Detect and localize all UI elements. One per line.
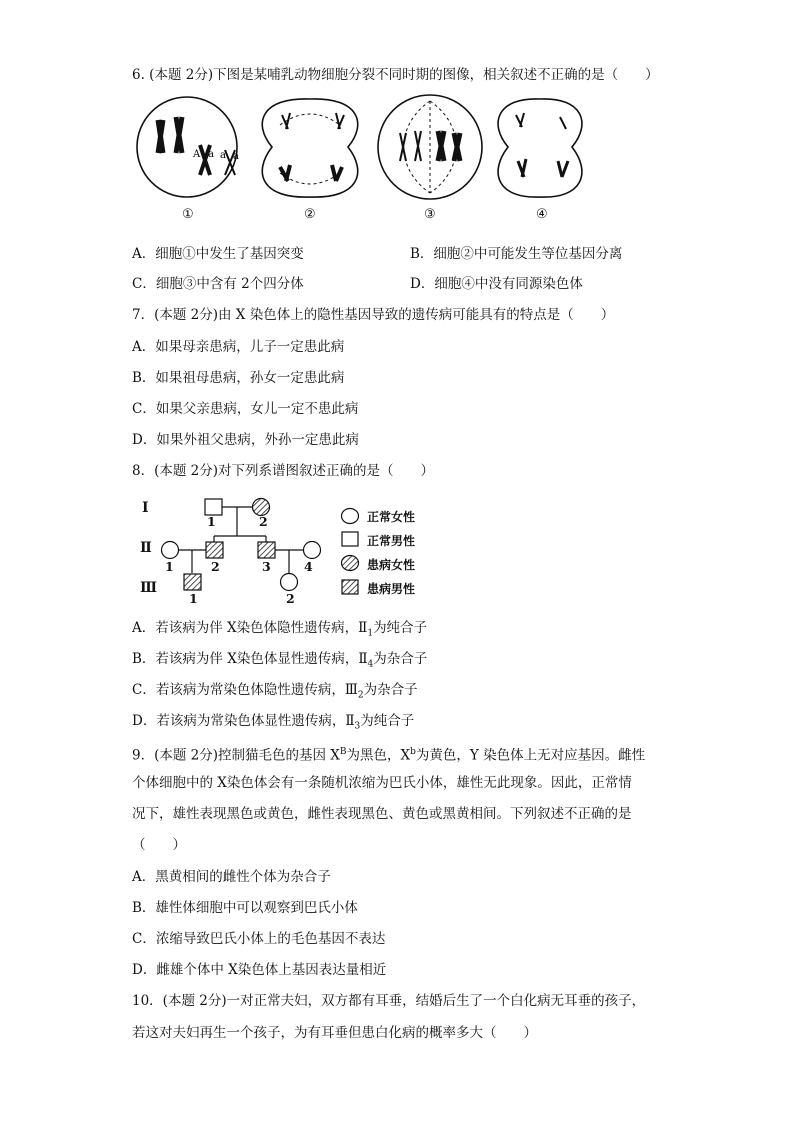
num-I1: 1 xyxy=(207,514,216,529)
q6-option-d: D．细胞④中没有同源染色体 xyxy=(410,276,583,292)
pedigree-legend xyxy=(340,505,364,600)
legend-normal-male-symbol xyxy=(342,532,358,546)
cell-diagram xyxy=(130,95,590,205)
q9-stem-line-4: （ ） xyxy=(132,837,186,853)
num-II2: 2 xyxy=(211,559,220,574)
q7-stem: 7．(本题 2分)由 X 染色体上的隐性基因导致的遗传病可能具有的特点是（ ） xyxy=(132,307,615,323)
q9-option-b: B．雄性体细胞中可以观察到巴氏小体 xyxy=(132,900,358,916)
gene-label-a3: a xyxy=(233,151,239,162)
legend-affected-male: 患病男性 xyxy=(367,582,416,596)
q7-option-a: A．如果母亲患病，儿子一定患此病 xyxy=(132,339,345,355)
q8-stem: 8．(本题 2分)对下列系谱图叙述正确的是（ ） xyxy=(132,463,435,479)
gene-label-A: A xyxy=(193,149,201,160)
q8-option-c: C．若该病为常染色体隐性遗传病，$Ⅲ_2$为杂合子 xyxy=(132,682,418,701)
pedigree-III2-female xyxy=(281,574,298,591)
gene-label-a1: a xyxy=(208,149,214,160)
cell-label-2: ② xyxy=(304,207,316,222)
legend-affected-female: 患病女性 xyxy=(367,558,416,572)
generation-I: Ⅰ xyxy=(142,500,149,516)
q9-option-a: A．黑黄相间的雌性个体为杂合子 xyxy=(132,869,331,885)
num-II3: 3 xyxy=(262,559,271,574)
cell-label-4: ④ xyxy=(536,207,548,222)
generation-III: Ⅲ xyxy=(140,580,158,596)
cell-label-1: ① xyxy=(182,207,194,222)
pedigree-II4-female xyxy=(304,542,321,559)
q8-option-b: B．若该病为伴 X染色体显性遗传病，$Ⅱ_4$为杂合子 xyxy=(132,651,428,670)
num-I2: 2 xyxy=(259,514,268,529)
cell-label-3: ③ xyxy=(424,207,436,222)
num-II4: 4 xyxy=(304,559,313,574)
q7-option-c: C．如果父亲患病，女儿一定不患此病 xyxy=(132,401,359,417)
num-III2: 2 xyxy=(286,591,295,606)
q9-stem-line-1: 9．(本题 2分)控制猫毛色的基因 $X^B$为黑色，$X^b$为黄色，Y 染色体上无对应基因。雌性 xyxy=(132,747,646,764)
q8-option-a: A．若该病为伴 X染色体隐性遗传病，$Ⅱ_1$为纯合子 xyxy=(132,620,428,639)
pedigree-II2-affected-male xyxy=(206,542,223,558)
q8-option-d: D．若该病为常染色体显性遗传病，$Ⅱ_3$为纯合子 xyxy=(132,713,415,732)
pedigree-I2-affected-female xyxy=(253,499,270,516)
gene-label-a2: a xyxy=(220,150,226,161)
q7-option-b: B．如果祖母患病，孙女一定患此病 xyxy=(132,370,345,386)
pedigree-I1-male xyxy=(205,499,222,515)
legend-affected-male-symbol xyxy=(342,580,358,594)
q10-stem-line-2: 若这对夫妇再生一个孩子，为有耳垂但患白化病的概率多大（ ） xyxy=(132,1025,537,1041)
num-II1: 1 xyxy=(165,559,174,574)
legend-normal-male: 正常男性 xyxy=(367,534,416,548)
cell-1 xyxy=(137,97,239,197)
q9-stem-line-3: 况下，雄性表现黑色或黄色，雌性表现黑色、黄色或黑黄相间。下列叙述不正确的是 xyxy=(132,806,632,822)
q6-option-b: B．细胞②中可能发生等位基因分离 xyxy=(410,246,623,262)
cell-3 xyxy=(378,95,482,199)
pedigree-II1-female xyxy=(162,542,179,559)
q9-option-c: C．浓缩导致巴氏小体上的毛色基因不表达 xyxy=(132,931,386,947)
q9-option-d: D．雌雄个体中 X染色体上基因表达量相近 xyxy=(132,962,387,978)
cell-4 xyxy=(498,99,582,197)
legend-affected-female-symbol xyxy=(342,556,359,571)
q9-stem-line-2: 个体细胞中的 X染色体会有一条随机浓缩为巴氏小体，雄性无此现象。因此，正常情 xyxy=(132,775,632,791)
q6-stem: 6. (本题 2分)下图是某哺乳动物细胞分裂不同时期的图像，相关叙述不正确的是（ ） xyxy=(132,67,659,83)
num-III1: 1 xyxy=(189,591,198,606)
generation-II: Ⅱ xyxy=(140,540,152,556)
q6-option-c: C．细胞③中含有 2个四分体 xyxy=(132,276,304,292)
q10-stem-line-1: 10．(本题 2分)一对正常夫妇，双方都有耳垂，结婚后生了一个白化病无耳垂的孩子， xyxy=(132,993,646,1009)
pedigree-III1-affected-male xyxy=(184,574,201,590)
q6-option-a: A．细胞①中发生了基因突变 xyxy=(132,246,304,262)
legend-normal-female: 正常女性 xyxy=(367,510,416,524)
legend-normal-female-symbol xyxy=(342,509,359,524)
pedigree-II3-affected-male xyxy=(258,542,275,558)
pedigree-chart xyxy=(150,490,330,610)
q7-option-d: D．如果外祖父患病，外孙一定患此病 xyxy=(132,432,359,448)
cell-2 xyxy=(262,99,357,197)
